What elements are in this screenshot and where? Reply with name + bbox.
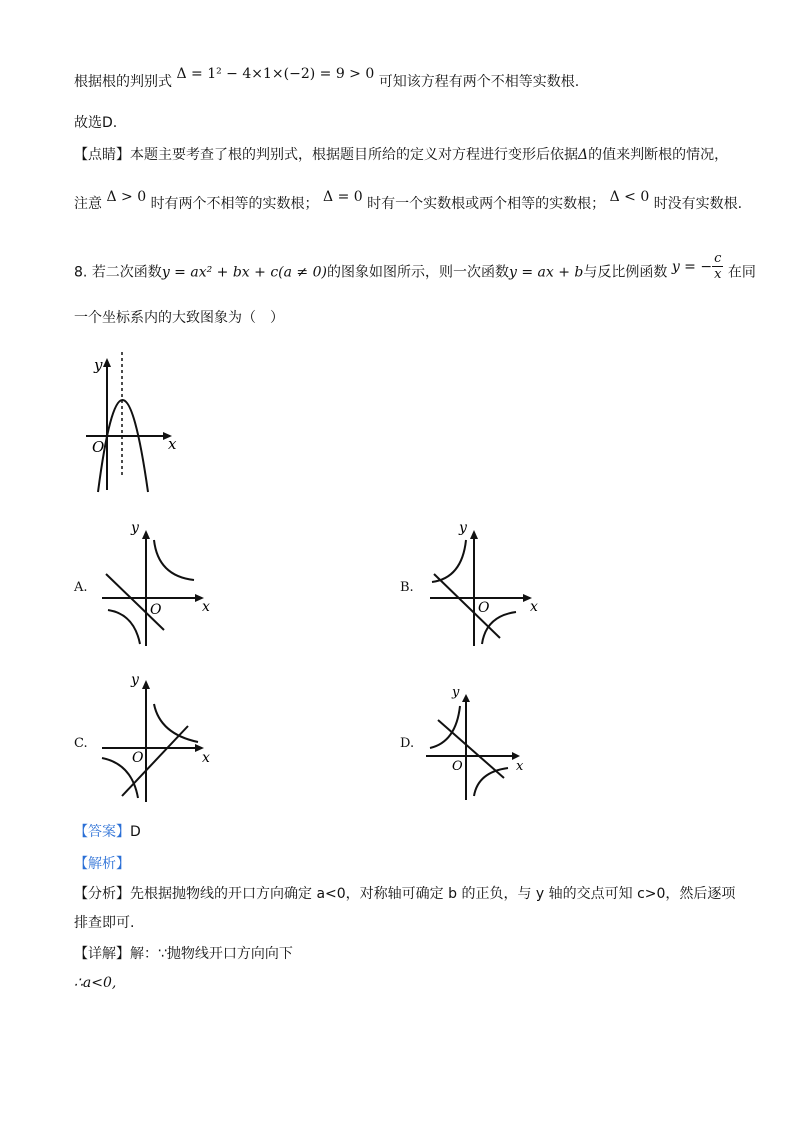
condition-eq-text: 时有一个实数根或两个相等的实数根； xyxy=(367,196,606,212)
q-text-c: 与反比例函数 xyxy=(583,264,668,281)
jiexi-tag: 【解析】 xyxy=(74,856,130,872)
origin-label: O xyxy=(478,600,490,616)
option-c-graph[interactable] xyxy=(98,672,218,806)
x-label: x xyxy=(168,435,177,453)
y-axis-arrow xyxy=(462,694,470,702)
quadratic-formula: y = ax² + bx + c(a ≠ 0) xyxy=(161,264,327,281)
dianjing-note: 注意 xyxy=(74,196,102,212)
origin-label: O xyxy=(150,602,162,618)
question-8-line-2: 一个坐标系内的大致图象为（ ） xyxy=(74,310,284,326)
y-axis-arrow xyxy=(142,530,150,539)
linear-line xyxy=(434,574,500,638)
answer-line xyxy=(74,822,141,842)
condition-gt-text: 时有两个不相等的实数根； xyxy=(150,196,319,212)
linear-line xyxy=(438,720,504,778)
fenxi-tag: 【分析】 xyxy=(74,886,130,902)
option-a-graph[interactable] xyxy=(98,518,218,648)
question-8-line-1 xyxy=(74,251,756,288)
option-c-label: C. xyxy=(74,736,88,751)
xiangjie-line xyxy=(74,944,293,964)
option-b-label: B. xyxy=(400,580,414,595)
y-axis-arrow xyxy=(470,530,478,539)
x-label: x xyxy=(202,599,210,615)
y-label: y xyxy=(131,520,139,536)
inverse-formula-lhs: y = − xyxy=(671,258,713,275)
y-axis-arrow xyxy=(142,680,150,689)
xiangjie-tag: 【详解】 xyxy=(74,946,130,962)
q-text-a: 若二次函数 xyxy=(91,264,162,281)
y-label: y xyxy=(452,685,460,700)
text-pre: 根据根的判别式 xyxy=(74,74,172,90)
hyperbola-lower-left xyxy=(108,610,140,644)
fenxi-line-1 xyxy=(74,884,735,904)
discriminant-formula: Δ = 1² − 4×1×(−2) = 9 > 0 xyxy=(176,66,375,82)
fraction-denominator: x xyxy=(714,267,722,282)
fenxi-text: 先根据抛物线的开口方向确定 a<0，对称轴可确定 b 的正负，与 y 轴的交点可知 c>0，然后逐项 xyxy=(130,886,736,902)
dianjing-tag: 【点睛】 xyxy=(74,147,130,163)
fraction-numerator: c xyxy=(714,251,722,266)
q-text-b: 的图象如图所示，则一次函数 xyxy=(326,264,509,281)
dianjing-line-2 xyxy=(74,189,743,214)
condition-eq: Δ = 0 xyxy=(323,189,363,205)
parabola-curve xyxy=(98,400,148,492)
origin-label: O xyxy=(132,750,144,766)
option-a-label: A. xyxy=(74,580,88,595)
dianjing-text1: 本题主要考查了根的判别式，根据题目所给的定义对方程进行变形后依据 xyxy=(130,147,578,163)
delta-symbol: Δ xyxy=(578,147,589,163)
option-d-label: D. xyxy=(400,736,415,751)
hyperbola-upper-right xyxy=(154,704,198,742)
inverse-fraction xyxy=(712,251,723,282)
y-label: y xyxy=(94,356,103,374)
origin-label: O xyxy=(452,759,463,774)
question-number: 8. xyxy=(74,264,88,281)
xiangjie-text: 解：∵抛物线开口方向向下 xyxy=(130,946,293,962)
hyperbola-lower-right xyxy=(482,612,516,644)
origin-label: O xyxy=(92,438,105,456)
choose-d-text: 故选D. xyxy=(74,115,118,131)
y-axis-arrow xyxy=(103,358,111,367)
answer-value: D xyxy=(130,824,141,840)
option-b-graph[interactable] xyxy=(426,518,546,648)
hyperbola-upper-right xyxy=(154,540,194,580)
option-d-graph[interactable] xyxy=(424,684,530,804)
x-label: x xyxy=(516,759,524,774)
condition-gt: Δ > 0 xyxy=(106,189,147,205)
y-label: y xyxy=(131,672,139,688)
y-label: y xyxy=(459,520,467,536)
q-text-d: 在同 xyxy=(727,264,756,281)
dianjing-line-1 xyxy=(74,145,728,165)
hyperbola-lower-right xyxy=(474,768,508,796)
x-label: x xyxy=(530,599,538,615)
parabola-figure xyxy=(82,348,192,498)
x-label: x xyxy=(202,750,210,766)
fenxi-line-2: 排查即可. xyxy=(74,915,135,931)
answer-tag: 【答案】 xyxy=(74,824,130,840)
text-post: 可知该方程有两个不相等实数根. xyxy=(378,74,580,90)
paragraph-discriminant xyxy=(74,66,580,92)
condition-lt-text: 时没有实数根. xyxy=(653,196,743,212)
conclusion-a-negative: ∴a<0, xyxy=(74,975,117,991)
dianjing-text2: 的值来判断根的情况， xyxy=(588,147,729,163)
linear-formula: y = ax + b xyxy=(508,264,584,281)
condition-lt: Δ < 0 xyxy=(609,189,650,205)
